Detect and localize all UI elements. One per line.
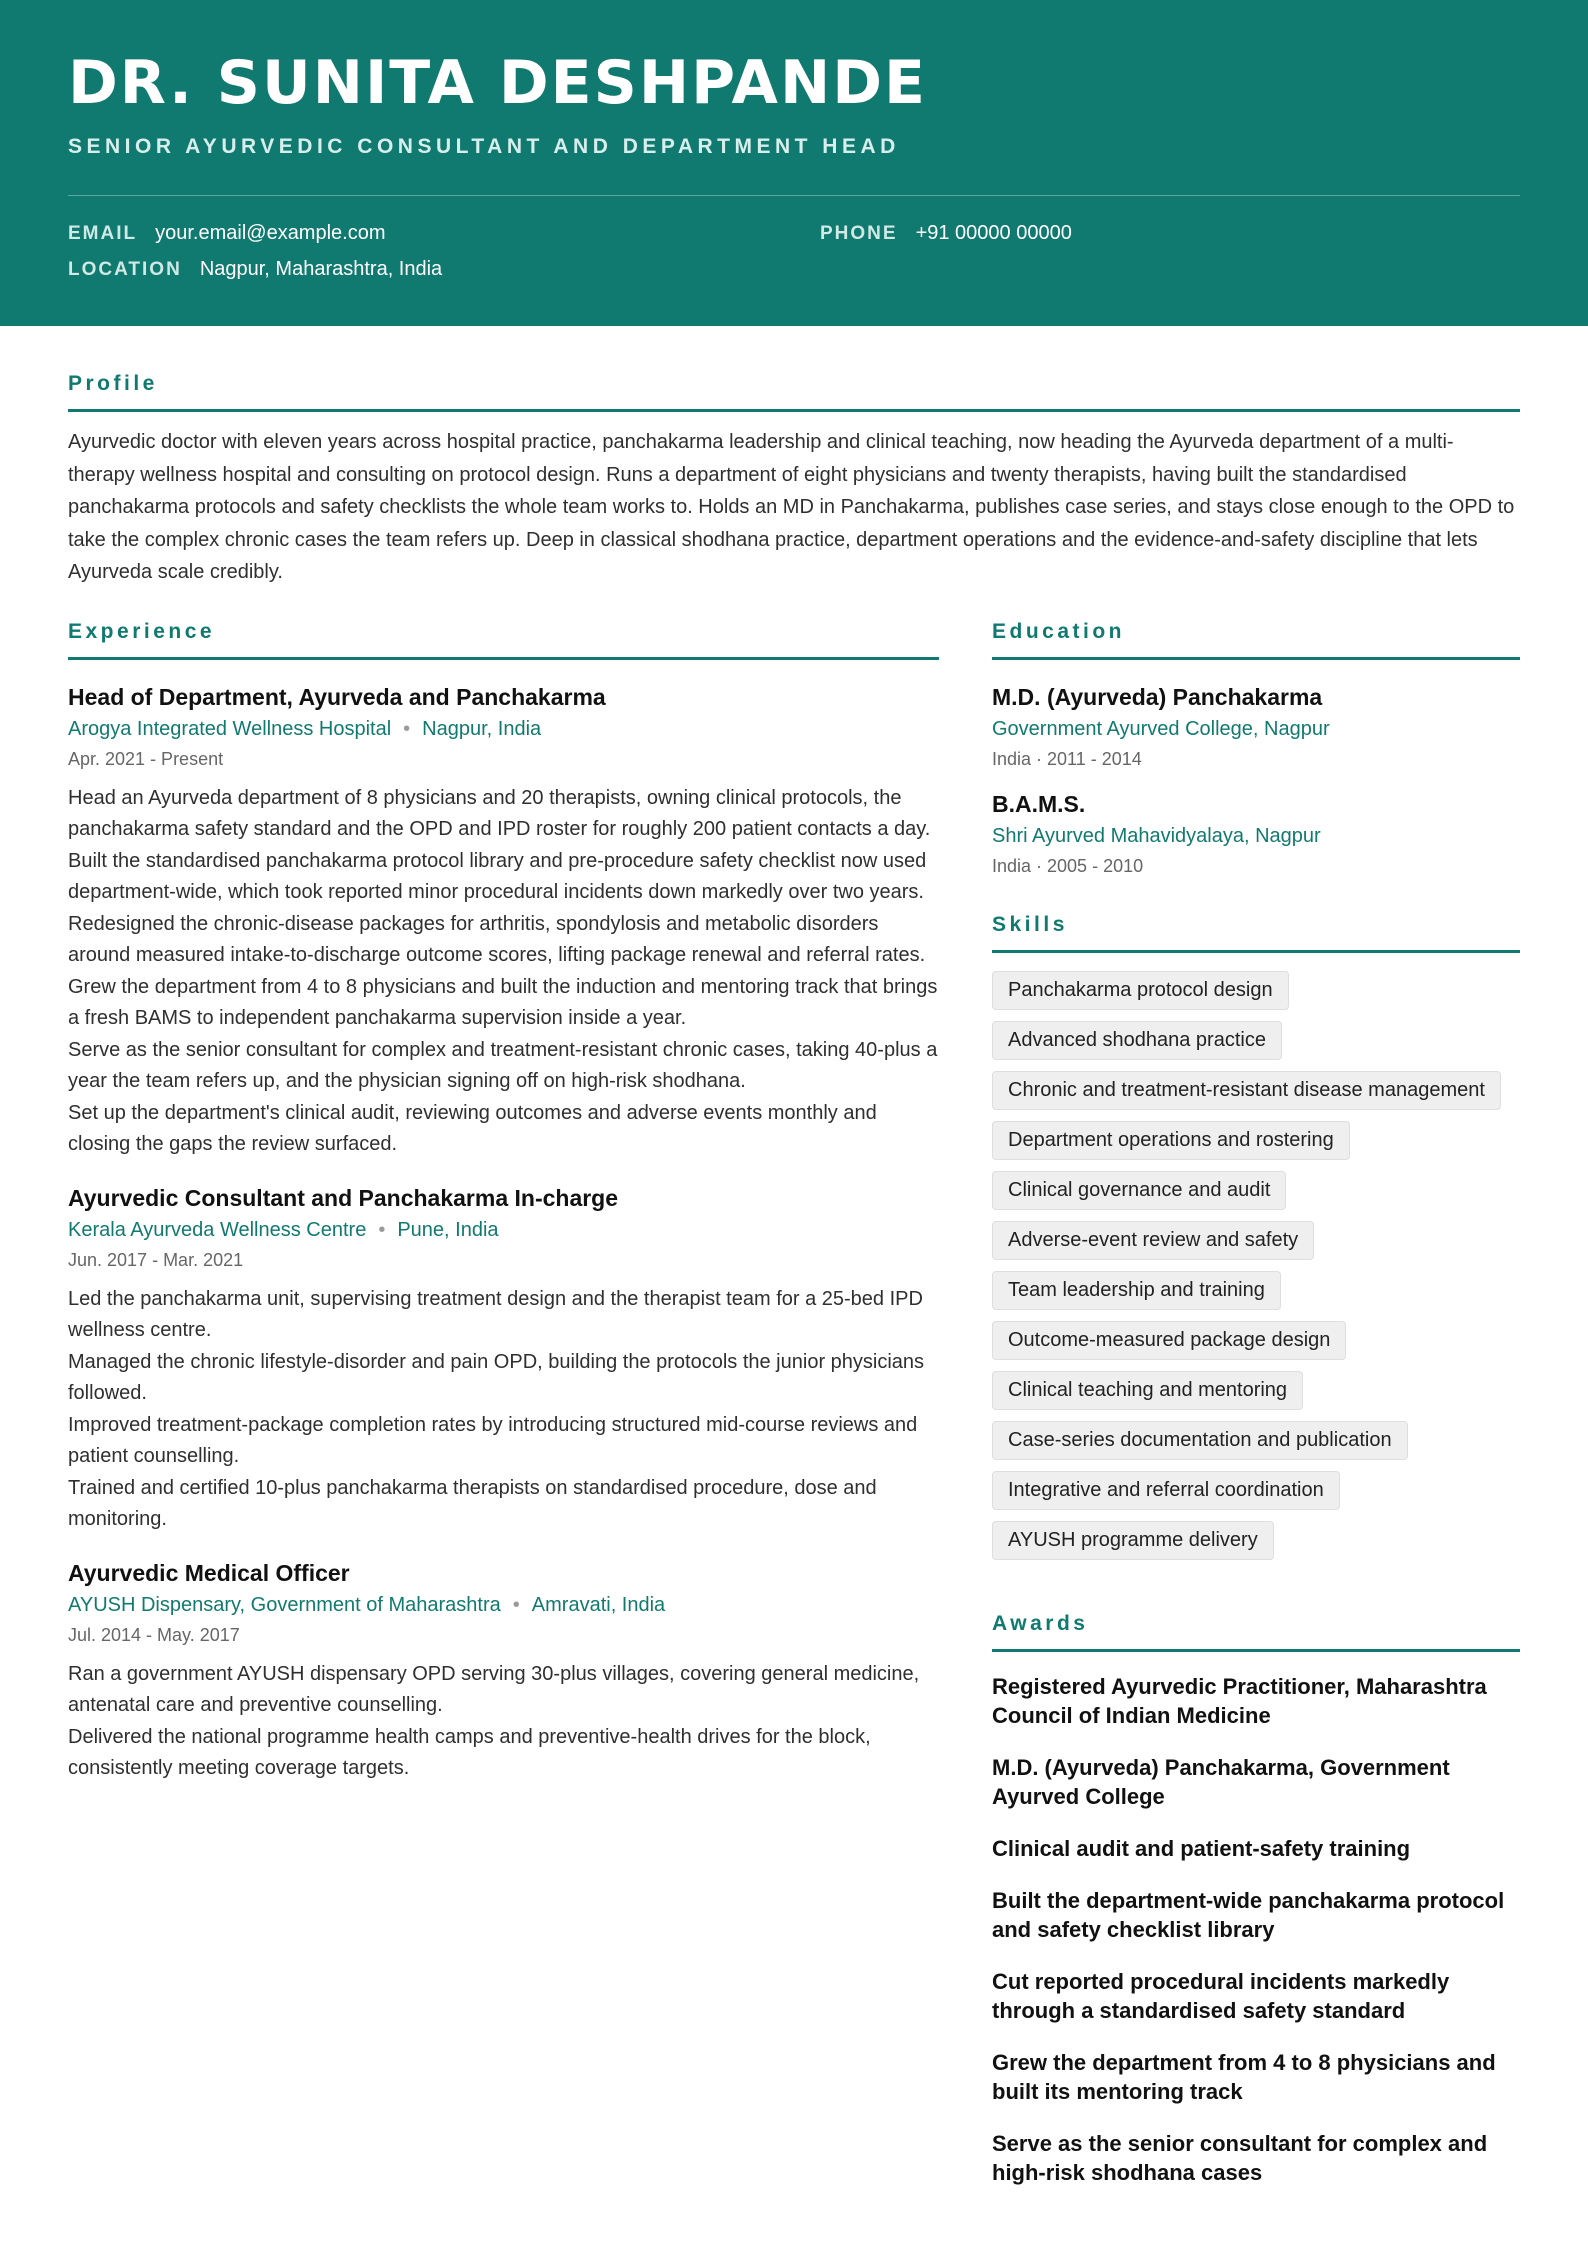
job-bullet: Ran a government AYUSH dispensary OPD serving 30-plus villages, covering general medicine, antenatal care and preventive counselling. — [68, 1662, 920, 1716]
education-school: Shri Ayurved Mahavidyalaya, Nagpur — [992, 824, 1321, 847]
job-bullet: Serve as the senior consultant for complex and treatment-resistant chronic cases, taking 40-plus a year the team refers up, and the physician signing off on high-risk shodhana. — [68, 1038, 938, 1092]
job-bullet: Redesigned the chronic-disease packages for arthritis, spondylosis and metabolic disorders around measured intake-to-discharge outcome scores, lifting package renewal and referral rates. — [68, 912, 926, 966]
job-location: Pune, India — [397, 1218, 499, 1241]
section-divider — [992, 1649, 1520, 1652]
award-item: Clinical audit and patient-safety training — [992, 1835, 1411, 1861]
awards-section — [992, 1611, 1520, 2187]
section-divider — [68, 657, 939, 660]
resume-header — [0, 0, 1588, 326]
award-item: Serve as the senior consultant for complex and high-risk shodhana cases — [992, 2130, 1488, 2185]
profile-section — [68, 371, 1520, 589]
skills-list — [992, 971, 1520, 1571]
skills-section — [992, 912, 1520, 1571]
experience-section — [68, 619, 939, 1785]
email-label: EMAIL — [68, 223, 138, 244]
job-bullets — [68, 783, 939, 1161]
education-degree: B.A.M.S. — [992, 790, 1086, 817]
contact-info — [68, 222, 1520, 292]
phone-value[interactable]: +91 00000 00000 — [915, 222, 1072, 244]
contact-phone — [820, 222, 1072, 245]
job-org-line — [68, 1591, 939, 1619]
education-meta: India · 2005 - 2010 — [992, 855, 1144, 876]
job-location: Amravati, India — [531, 1593, 666, 1616]
award-item: Built the department-wide panchakarma protocol and safety checklist library — [992, 1887, 1505, 1942]
awards-list — [992, 1672, 1520, 2187]
separator-dot: • — [403, 717, 411, 740]
job-org: Arogya Integrated Wellness Hospital — [68, 717, 392, 740]
job-dates: Jul. 2014 - May. 2017 — [68, 1624, 240, 1645]
location-label: LOCATION — [68, 259, 182, 280]
resume-body — [0, 371, 1588, 2185]
skill-tag: Clinical teaching and mentoring — [992, 1371, 1303, 1410]
candidate-name: DR. SUNITA DESHPANDE — [68, 48, 927, 118]
skill-tag: Integrative and referral coordination — [992, 1471, 1340, 1510]
award-item: Grew the department from 4 to 8 physicians and built its mentoring track — [992, 2049, 1496, 2104]
experience-heading: Experience — [68, 619, 216, 643]
education-school: Government Ayurved College, Nagpur — [992, 717, 1330, 740]
job-org-line — [68, 1216, 939, 1244]
education-meta: India · 2011 - 2014 — [992, 748, 1142, 769]
skill-tag: Panchakarma protocol design — [992, 971, 1289, 1010]
job-bullet: Grew the department from 4 to 8 physicians and built the induction and mentoring track that brings a fresh BAMS to independent panchakarma supervision inside a year. — [68, 975, 938, 1029]
job-bullets — [68, 1284, 939, 1536]
education-entry — [992, 789, 1520, 878]
job-org: Kerala Ayurveda Wellness Centre — [68, 1218, 367, 1241]
job-bullet: Head an Ayurveda department of 8 physicians and 20 therapists, owning clinical protocols, the panchakarma safety standard and the OPD and IPD roster for roughly 200 patient contacts a day. — [68, 786, 931, 840]
job-bullet: Set up the department's clinical audit, reviewing outcomes and adverse events monthly and closing the gaps the review surfaced. — [68, 1101, 877, 1155]
job-bullet: Led the panchakarma unit, supervising treatment design and the therapist team for a 25-bed IPD wellness centre. — [68, 1287, 923, 1341]
education-section — [992, 619, 1520, 878]
job-title: Head of Department, Ayurveda and Panchakarma — [68, 683, 606, 710]
awards-heading: Awards — [992, 1611, 1089, 1635]
education-entry — [992, 682, 1520, 771]
job-dates: Jun. 2017 - Mar. 2021 — [68, 1249, 244, 1270]
job-org-line — [68, 715, 939, 743]
education-heading: Education — [992, 619, 1126, 643]
job-bullet: Trained and certified 10-plus panchakarma therapists on standardised procedure, dose and monitoring. — [68, 1476, 877, 1530]
job-org: AYUSH Dispensary, Government of Maharashtra — [68, 1593, 501, 1616]
award-item: Cut reported procedural incidents markedly through a standardised safety standard — [992, 1968, 1450, 2023]
skill-tag: Team leadership and training — [992, 1271, 1281, 1310]
job-entry — [68, 1183, 939, 1536]
contact-email — [68, 222, 386, 245]
skill-tag: Department operations and rostering — [992, 1121, 1350, 1160]
skill-tag: Case-series documentation and publication — [992, 1421, 1408, 1460]
job-bullet: Improved treatment-package completion rates by introducing structured mid-course reviews and patient counselling. — [68, 1413, 918, 1467]
section-divider — [68, 409, 1520, 412]
sidebar-column — [992, 619, 1520, 2210]
email-value[interactable]: your.email@example.com — [155, 222, 386, 244]
job-entry — [68, 1558, 939, 1785]
job-bullets — [68, 1659, 939, 1785]
candidate-title: SENIOR AYURVEDIC CONSULTANT AND DEPARTMENT HEAD — [68, 135, 900, 158]
skill-tag: Outcome-measured package design — [992, 1321, 1346, 1360]
header-divider — [68, 195, 1520, 196]
job-dates: Apr. 2021 - Present — [68, 748, 224, 769]
job-title: Ayurvedic Medical Officer — [68, 1559, 350, 1586]
job-bullet: Built the standardised panchakarma protocol library and pre-procedure safety checklist now used department-wide, which took reported minor procedural incidents down markedly over two years. — [68, 849, 927, 903]
skills-heading: Skills — [992, 912, 1068, 936]
award-item: Registered Ayurvedic Practitioner, Maharashtra Council of Indian Medicine — [992, 1673, 1487, 1728]
education-degree: M.D. (Ayurveda) Panchakarma — [992, 683, 1323, 710]
job-location: Nagpur, India — [422, 717, 542, 740]
job-entry — [68, 682, 939, 1161]
skill-tag: Clinical governance and audit — [992, 1171, 1286, 1210]
job-bullet: Managed the chronic lifestyle-disorder and pain OPD, building the protocols the junior physicians followed. — [68, 1350, 925, 1404]
phone-label: PHONE — [820, 223, 898, 244]
skill-tag: Chronic and treatment-resistant disease management — [992, 1071, 1501, 1110]
skill-tag: AYUSH programme delivery — [992, 1521, 1274, 1560]
skill-tag: Adverse-event review and safety — [992, 1221, 1314, 1260]
award-item: M.D. (Ayurveda) Panchakarma, Government Ayurved College — [992, 1754, 1450, 1809]
section-divider — [992, 950, 1520, 953]
separator-dot: • — [512, 1593, 520, 1616]
separator-dot: • — [378, 1218, 386, 1241]
profile-heading: Profile — [68, 372, 158, 395]
contact-location — [68, 258, 442, 281]
location-value: Nagpur, Maharashtra, India — [199, 258, 443, 280]
job-title: Ayurvedic Consultant and Panchakarma In-charge — [68, 1184, 619, 1211]
profile-text: Ayurvedic doctor with eleven years across hospital practice, panchakarma leadership and clinical teaching, now heading the Ayurveda department of a multi-therapy wellness hospital and consulting on protocol design. Runs a department of eight physicians and twenty therapists, having built the standardised panchakarma protocols and safety checklists the whole team works to. Holds an MD in Panchakarma, publishes case series, and stays close enough to the OPD to take the complex chronic cases the team refers up. Deep in classical shodhana practice, department operations and the evidence-and-safety discipline that lets Ayurveda scale credibly. — [68, 431, 1515, 583]
job-bullet: Delivered the national programme health camps and preventive-health drives for the block, consistently meeting coverage targets. — [68, 1725, 871, 1779]
section-divider — [992, 657, 1520, 660]
skill-tag: Advanced shodhana practice — [992, 1021, 1282, 1060]
